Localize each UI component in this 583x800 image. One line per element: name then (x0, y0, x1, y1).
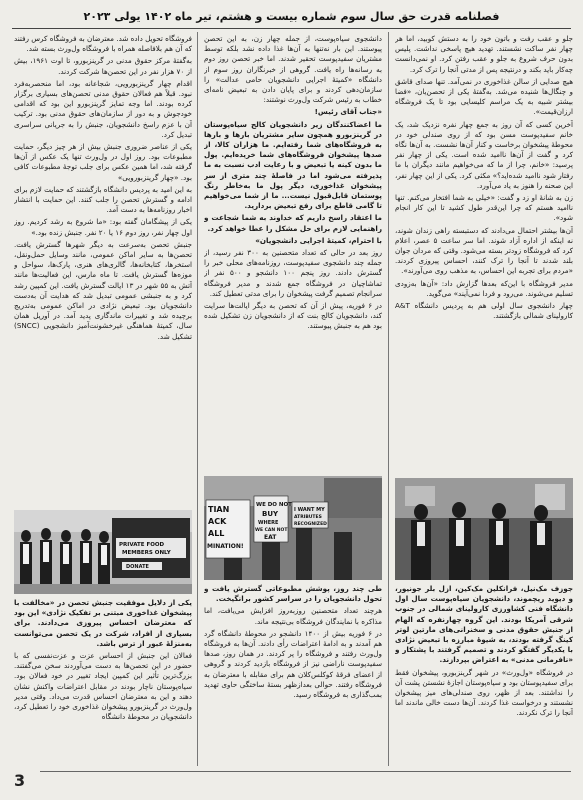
paragraph: فروشگاه تحویل داده شد. معترضان به فروشگاه کرس رفتند که آن هم بلافاصله همراه با فروشگاه ول‌ورث بسته شد. (14, 34, 192, 54)
column-divider (388, 32, 389, 766)
paragraph: جنبش تحصن به‌سرعت به دیگر شهرها گسترش یافت. تحصن‌ها به سایر اماکن عمومی، مانند وسایل حمل‌ونقل، استخرها، کتابخانه‌ها، گالری‌های هنری، پارک‌ها، سواحل و موزه‌ها گسترش یافت. تا ماه مارس، این فعالیت‌ها مانند آتش به ۵۵ شهر در ۱۳ ایالت گسترش یافت. این کمپین رشد کرد و به جنبشی عمومی تبدیل شد که هدایت آن به‌دست دانشجویان بود. تبعیض نژادی در اماکن عمومی به‌تدریج برچیده شد و تغییرات ماندگاری پدید آمد. در آوریل همان سال، کمیتهٔ هماهنگی غیرخشونت‌آمیز دانشجویی (SNCC) تشکیل شد. (14, 239, 192, 341)
article-column-right-lower (395, 584, 573, 764)
page-header: فصلنامه قدرت حق سال سوم شماره بیست و هشتم، تیر ماه ۱۴۰۲ یولی ۲۰۲۳ (83, 10, 500, 23)
photo-caption: یکی از دلایل موفقیت جنبش تحصن در «مخالفت با پیشخوان غذاخوری مبتنی بر تفکیک نژادی» این بود که معترضان احساس پیروزی می‌دادند. برای بسیاری از افراد، شرکت در یک تحصن می‌توانست به‌منزلهٔ عبور از ترس باشد. (14, 598, 192, 648)
letter-salutation: «جناب آقای رئیس! (314, 107, 382, 117)
letter-signature: با احترام، کمیتهٔ اجرایی دانشجویان» (255, 235, 382, 245)
sign-text: MEMBERS ONLY (122, 550, 171, 556)
article-column-left (14, 34, 192, 508)
sign-text: PRIVATE FOOD (119, 542, 165, 548)
paragraph: هرچند تعداد متحصنین روزبه‌روز افزایش می‌یافت، اما مذاکره با نمایندگان فروشگاه بی‌نتیجه ماند. (204, 606, 382, 626)
paragraph: روز بعد در حالی که تعداد متحصنین به ۳۰۰ نفر رسید، از جمله چند دانشجوی سفیدپوست، روزنامه‌های محلی خبر را گسترش دادند. روز پنجم ۱۰۰ دانشجو و ۵۰۰ نفر از تماشاچیان در فروشگاه جمع شدند و مدیر فروشگاه سرانجام تصمیم گرفت پیشخوان را برای مدتی تعطیل کند. (204, 248, 382, 298)
photo-protest-signs (204, 476, 382, 580)
column-divider (197, 32, 198, 766)
page-number: 3 (14, 771, 26, 790)
header-rule (12, 28, 571, 29)
paragraph: در فروشگاه «ول‌ورث» در شهر گرینزبورو، پیشخوان فقط برای سفیدپوستان بود و سیاه‌پوستان اجازهٔ نشستن پشت آن را نداشتند. بعد از ظهر، روی صندلی‌های میز پیشخوان نشستند و درخواست غذا کردند. آن‌ها دست خالی ماندند اما آنجا را ترک نکردند. (395, 667, 573, 718)
sign-text: WE DO NOT (256, 502, 292, 508)
photo-food-counter (14, 510, 192, 594)
paragraph: به‌گفتهٔ مرکز حقوق مدنی در گرینزبورو، تا اوت ۱۹۶۱، بیش از ۷۰ هزار نفر در این تحصن‌ها شرکت کردند. (14, 56, 192, 76)
sign-text: BUY (262, 510, 279, 518)
paragraph: به این امید به پردیس دانشگاه بازگشتند که حمایت لازم برای ادامه و گسترش تحصن را جلب کنند. این حمایت با انتشار اخبار روزنامه‌ها به دست آمد. (14, 184, 192, 215)
sign-text: ALL (208, 529, 225, 538)
letter-body: ما اعضاکنندگان زیر دانشجویان کالج سیاه‌پوستان در گرینزبورو همچون سایر مشتریان بارها و بارها به فروشگاه‌های شما رفته‌ایم. ما هزاران کالا، از صدها پیشخوان فروشگاه‌های شما خریده‌ایم. پول ما بدون کینه یا تبعیض و با رعایت ادب نسبت به ما پذیرفته می‌شود اما در فاصلهٔ چند متری از سر پیشخوان غذاخوری، دیگر پول ما به‌خاطر رنگ پوستمان قابل‌قبول نیست... ما از شما می‌خواهیم تا گامی قاطع برای رفع تبعیض بردارید. (204, 119, 382, 211)
sign-text: TIAN (208, 505, 230, 514)
paragraph: جلو و عقب رفت و باتون خود را به دستش کوبید، اما هر چهار نفر ساکت نشستند. تهدید هیچ پاسخی نداشت. پلیس بدون حرف شروع به جلو و عقب رفتن کرد. او نمی‌دانست چه‌کار باید بکند و درنتیجه پس از مدتی آنجا را ترک کرد. (395, 34, 573, 74)
photo-food-counter-image (14, 510, 192, 594)
paragraph: در ۶ فوریه، پیش از آن که تحصن به دیگر ایالت‌ها سرایت کند، دانشجویان کالج بنت که از دانشجویان زن تشکیل شده بود هم به جنبش پیوستند. (204, 301, 382, 331)
paragraph: دانشجوی سیاه‌پوست، از جمله چهار زن، به این تحصن پیوستند. این بار نه‌تنها به آن‌ها غذا داده نشد بلکه توسط مشتریان سفیدپوست تحقیر شدند. اما خبر تحصن روز دوم به رسانه‌ها راه یافت. گروهی از خبرنگاران روز سوم از دانشگاه «کمیتهٔ اجرایی دانشجویان حامی عدالت» را سازمان‌دهی کردند و برای پایان دادن به تبعیض نامه‌ای خطاب به رئیس شرکت ول‌ورث نوشتند: (204, 34, 382, 105)
paragraph: اقدام چهار گرینزبورویی، شجاعانه بود، اما منحصربه‌فرد نبود. قبلاً هم فعالان حقوق مدنی تحصن‌های بسیاری برگزار کرده بودند. اما وجه تمایز گرینزبورو این بود که اقدامی خودجوش و به دور از سازمان‌های حقوق مدنی بود. ترکیب آن با عزم راسخ دانشجویان، جنبش را به جریانی سراسری تبدیل کرد. (14, 78, 192, 139)
photo-caption: جوزف مک‌نیل، فرانکلین مک‌کین، ازل بلر جونیور، و دیوید ریچموند، دانشجویان سیاه‌پوست سال اول دانشگاه فنی کشاورزی کارولینای شمالی در جنوب شرقی آمریکا بودند. این گروه چهارنفره که الهام از جنبش حقوق مدنی و سخنرانی‌های مارتین لوتر کینگ گرفته بودند، به شیوهٔ مبارزه با تبعیض نژادی با یکدیگر گفتگو کردند و تصمیم گرفتند با پشتکار و «نافرمانی مدنی» به اعتراض بپردازند. (395, 584, 573, 665)
paragraph: مدیر فروشگاه با این‌که بعدها گزارش داد: «آن‌ها به‌زودی تسلیم می‌شوند. می‌رود و فردا نمی‌آیند» می‌گوید. (395, 278, 573, 298)
sign-text: EAT (264, 534, 277, 541)
photo-four-students (395, 478, 573, 580)
sign-text: RECOGNIZED (294, 522, 327, 527)
paragraph: در ۶ فوریه بیش از ۱۴۰۰ دانشجو در محوطهٔ دانشگاه گرد هم آمدند و به ادامهٔ اعتراضات رأی دادند. آن‌ها به فروشگاه ول‌ورث رفتند و فروشگاه را پر کردند. در همان روز، صدها سفیدپوست ناراضی نیز از فروشگاه بازدید کردند و گروهی از اعضای فرقهٔ کوکلس‌کلان هم برای مقابله با معترضان به فروشگاه رفتند. حوالی بعدازظهر بستهٔ ساختگی حاوی تهدید بمب‌گذاری به فروشگاه رسید. (204, 628, 382, 700)
letter-body: ما اعتقاد راسخ داریم که خداوند به شما شجاعت و راهنمایی لازم برای حل مشکل را عطا خواهد کرد. (204, 213, 382, 233)
article-column-middle (204, 34, 382, 474)
paragraph: هیچ صدایی از سالن غذاخوری در نمی‌آمد. تنها صدای قاشق و چنگال‌ها شنیده می‌شد. به‌گفتهٔ یکی از تحصن‌یان، «فضا بیشتر شبیه به یک مراسم کلیسایی بود تا یک فروشگاه ارزان‌قیمت». (395, 76, 573, 117)
sign-text: MINATION! (207, 543, 244, 550)
footer-rule (40, 771, 571, 772)
article-column-middle-lower (204, 584, 382, 764)
photo-four-students-image (395, 478, 573, 580)
sign-text: ACK (208, 517, 227, 526)
sign-text: WHERE (258, 520, 279, 526)
article-column-right (395, 34, 573, 476)
paragraph: یکی از عناصر ضروری جنبش بیش از هر چیز دیگر، حمایت مطبوعات بود. روز اول در ول‌ورث تنها یک عکس از آن‌ها گرفته شد، اما همین عکس برای جلب توجهٔ مطبوعات کافی بود. «چهار گرینزبورویی» (14, 142, 192, 182)
paragraph: زن به شانهٔ او زد و گفت: «خیلی به شما افتخار می‌کنم. تنها ناامید هستم که چرا این‌قدر طول کشید تا این کار انجام شود». (395, 193, 573, 223)
sign-text: I WANT MY (294, 507, 325, 513)
sign-text: DONATE (126, 564, 149, 570)
paragraph: فعالان این جنبش از احساس عزت و عزت‌نفسی که با حضور در این تحصن‌ها به دست می‌آوردند سخن می‌گفتند. بزرگ‌ترین تأثیر این کمپین ایجاد تغییر در خود فعالان بود. سیاه‌پوستان ناچار بودند در مقابل اعتراضات واکنش نشان دهند و این به معترضان احساس قدرت می‌داد. وقتی مدیر ول‌ورث در گرینزبورو پیشخوان غذاخوری خود را تعطیل کرد، دانشجویان در محوطهٔ دانشگاه (14, 651, 192, 722)
photo-caption: طی چند روز، پوشش مطبوعاتی گسترش یافت و تحول دانشجویان را در سراسر کشور برانگیخت. (204, 584, 382, 604)
paragraph: چهار دانشجوی سال اولی هم به پردیس دانشگاه A&T کارولینای شمالی بازگشتند. (395, 301, 573, 321)
article-column-left-lower (14, 598, 192, 764)
sign-text: ATRIBUTES (294, 515, 322, 520)
paragraph: آخرین کسی که آن روز به جمع چهار نفره نزدیک شد، یک خانم سفیدپوست مسن بود که از روی صندلی خود در محوطهٔ پیشخوان برخاست و کنار آن‌ها نشست. به آن‌ها نگاه کرد و گفت از آن‌ها ناامید شده است. یکی از چهار نفر پرسید: «خانم، چرا از ما که می‌خواهیم مانند دیگران با ما رفتار شود ناامید شده‌اید؟» مکثی کرد. یکی از این چهار نفر، این صحنه را هنوز به یاد می‌آورد. (395, 119, 573, 190)
paragraph: یکی از پیشگامان گفته بود: «ما شروع به رشد کردیم. روز اول چهار نفر، روز دوم ۱۶ یا ۲۰ نفر. جنبش زنده بود.» (14, 217, 192, 237)
paragraph: آن‌ها بیشتر احتمال می‌دادند که دستبسته راهی زندان شوند، نه اینکه از اداره آزاد شوند. اما سر ساعت ۵ عصر، اعلام کرد که فروشگاه زودتر بسته می‌شود. وقتی که مردان جوان بلند شدند تا آنجا را ترک کنند، احساس پیروزی کردند. «مردم برای تجربه این احساس، به مذهب روی می‌آورند». (395, 225, 573, 276)
photo-protest-signs-image (204, 476, 382, 580)
sign-text: WE CAN NOT (255, 528, 288, 533)
